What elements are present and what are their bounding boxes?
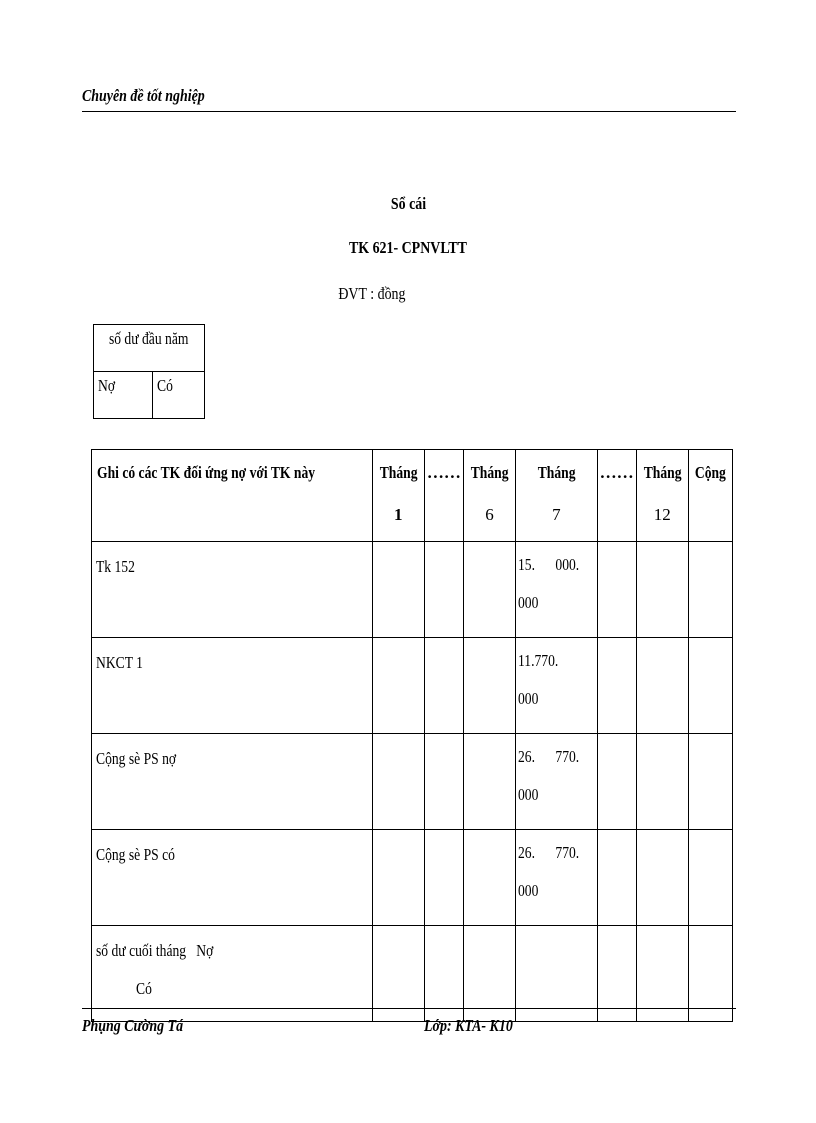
month7-value: 15. 000. 000 — [516, 542, 598, 638]
opening-debit: Nợ — [94, 372, 153, 419]
row-label: Cộng sè PS có — [92, 830, 373, 926]
footer-class: Lớp: KTA- K10 — [424, 1016, 513, 1035]
table-row — [92, 734, 733, 830]
month7-value: 11.770. 000 — [516, 638, 598, 734]
running-header: Chuyên đề tốt nghiệp — [82, 86, 205, 105]
ledger-table — [91, 449, 733, 1022]
table-row — [92, 830, 733, 926]
col-header-ellipsis-2: …… — [597, 450, 636, 542]
header-rule — [82, 111, 736, 112]
col-header-account: Ghi có các TK đối ứng nợ với TK này — [92, 450, 373, 542]
unit-label: ĐVT : đồng — [338, 284, 406, 303]
opening-balance-label: số dư đầu năm — [94, 325, 205, 372]
col-header-month-7: Tháng 7 — [516, 450, 598, 542]
document-title: Sổ cái — [390, 194, 426, 213]
row-label: Tk 152 — [92, 542, 373, 638]
table-row — [92, 638, 733, 734]
col-header-month-12: Tháng 12 — [636, 450, 688, 542]
account-title: TK 621- CPNVLTT — [348, 238, 468, 257]
month7-value: 26. 770. 000 — [516, 734, 598, 830]
footer-rule — [82, 1008, 736, 1009]
col-header-month-6: Tháng 6 — [463, 450, 515, 542]
closing-balance-label: số dư cuối tháng Nợ Có — [92, 926, 373, 1022]
col-header-ellipsis-1: …… — [424, 450, 463, 542]
col-header-total: Cộng — [688, 450, 732, 542]
opening-balance-table — [93, 324, 205, 419]
table-row — [92, 542, 733, 638]
opening-credit: Có — [152, 372, 204, 419]
month7-value: 26. 770. 000 — [516, 830, 598, 926]
row-label: Cộng sè PS nợ — [92, 734, 373, 830]
row-label: NKCT 1 — [92, 638, 373, 734]
col-header-month-1: Tháng 1 — [372, 450, 424, 542]
ledger-header-row — [92, 450, 733, 542]
footer-author: Phụng Cường Tá — [82, 1016, 184, 1035]
